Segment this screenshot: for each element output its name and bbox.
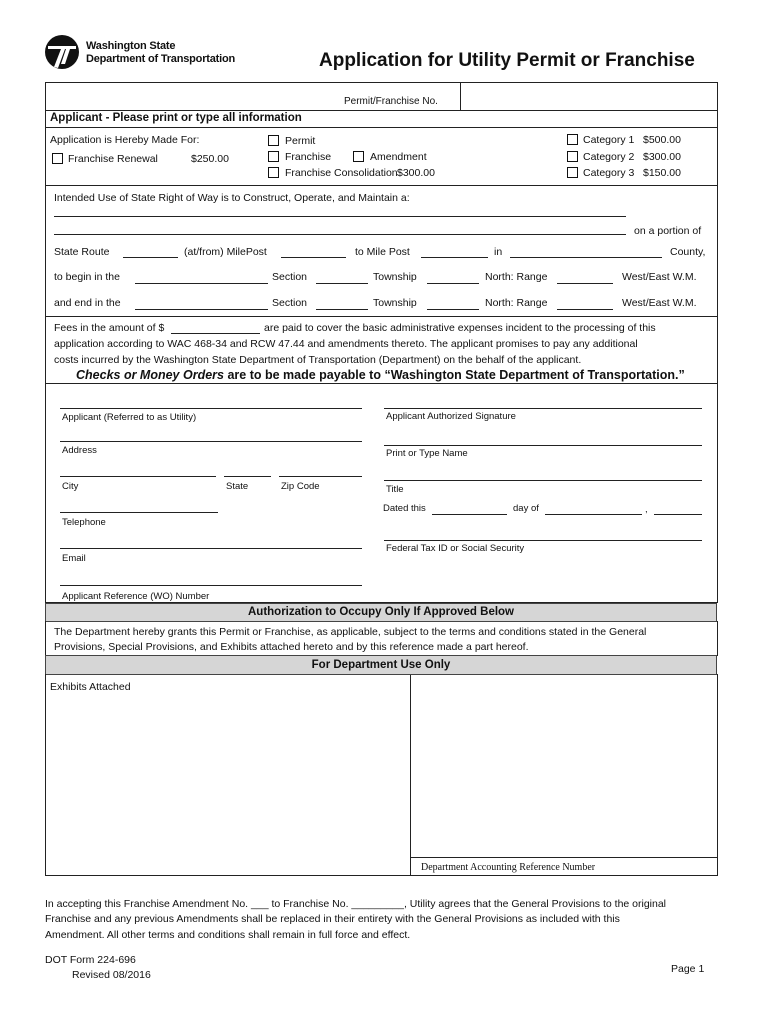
begin-section-label: Section bbox=[272, 271, 308, 283]
accounting-ref-label: Department Accounting Reference Number bbox=[421, 862, 596, 873]
city-label: City bbox=[62, 481, 79, 492]
wsdot-logo-icon bbox=[44, 34, 80, 70]
begin-west-east-label: West/East W.M. bbox=[622, 271, 697, 283]
begin-location-field[interactable] bbox=[135, 283, 268, 284]
print-name-field[interactable] bbox=[384, 445, 702, 446]
amendment-text-line1: In accepting this Franchise Amendment No. ___ to Franchise No. _________, Utility agrees that the General Provisions to the original bbox=[45, 898, 667, 910]
permit-checkbox[interactable] bbox=[268, 135, 279, 146]
logo-text-line1: Washington State bbox=[86, 40, 176, 52]
page-title: Application for Utility Permit or Franchise bbox=[319, 50, 695, 71]
in-label: in bbox=[494, 246, 503, 258]
dated-month-field[interactable] bbox=[545, 514, 642, 515]
reference-wo-label: Applicant Reference (WO) Number bbox=[62, 591, 210, 602]
made-for-label: Application is Hereby Made For: bbox=[50, 134, 200, 146]
amendment-label: Amendment bbox=[370, 151, 427, 163]
category1-fee: $500.00 bbox=[643, 134, 681, 146]
category1-label: Category 1 bbox=[583, 134, 635, 146]
permit-no-label: Permit/Franchise No. bbox=[344, 96, 438, 107]
department-use-heading: For Department Use Only bbox=[311, 659, 451, 671]
email-label: Email bbox=[62, 553, 86, 564]
tax-id-label: Federal Tax ID or Social Security bbox=[386, 543, 525, 554]
end-range-field[interactable] bbox=[557, 309, 613, 310]
state-field[interactable] bbox=[224, 476, 271, 477]
begin-township-label: Township bbox=[373, 271, 417, 283]
email-field[interactable] bbox=[60, 548, 362, 549]
tax-id-field[interactable] bbox=[384, 540, 702, 541]
at-from-milepost-label: (at/from) MilePost bbox=[184, 246, 267, 258]
revised-date: Revised 08/2016 bbox=[72, 969, 151, 981]
begin-north-range-label: North: Range bbox=[485, 271, 548, 283]
section-rule-3 bbox=[45, 383, 718, 384]
category3-fee: $150.00 bbox=[643, 167, 681, 179]
end-location-field[interactable] bbox=[135, 309, 268, 310]
category3-label: Category 3 bbox=[583, 167, 635, 179]
franchise-renewal-checkbox[interactable] bbox=[52, 153, 63, 164]
approval-area[interactable] bbox=[412, 676, 717, 856]
page-number: Page 1 bbox=[671, 963, 705, 975]
state-route-field[interactable] bbox=[123, 257, 178, 258]
permit-label: Permit bbox=[285, 135, 316, 147]
amendment-text-line2: Franchise and any previous Amendments shall be replaced in their entirety with the General Provisions as included with this bbox=[45, 913, 620, 925]
state-label: State bbox=[226, 481, 249, 492]
exhibits-attached-label: Exhibits Attached bbox=[50, 681, 131, 693]
end-township-label: Township bbox=[373, 297, 417, 309]
section-rule-1 bbox=[45, 185, 718, 186]
category2-checkbox[interactable] bbox=[567, 151, 578, 162]
franchise-consolidation-label: Franchise Consolidation bbox=[285, 167, 398, 179]
to-mile-post-label: to Mile Post bbox=[355, 246, 410, 258]
dated-this-label: Dated this bbox=[383, 503, 426, 514]
franchise-label: Franchise bbox=[285, 151, 332, 163]
begin-range-field[interactable] bbox=[557, 283, 613, 284]
to-milepost-field[interactable] bbox=[421, 257, 488, 258]
end-section-field[interactable] bbox=[316, 309, 368, 310]
end-west-east-label: West/East W.M. bbox=[622, 297, 697, 309]
auth-signature-label: Applicant Authorized Signature bbox=[386, 411, 516, 422]
accounting-ref-rule bbox=[410, 857, 718, 858]
category3-checkbox[interactable] bbox=[567, 167, 578, 178]
date-comma: , bbox=[645, 504, 648, 515]
checks-italic-text: Checks or Money Orders bbox=[76, 368, 224, 382]
amendment-checkbox[interactable] bbox=[353, 151, 364, 162]
begin-in-label: to begin in the bbox=[54, 271, 120, 283]
applicant-heading: Applicant - Please print or type all information bbox=[50, 112, 302, 124]
franchise-checkbox[interactable] bbox=[268, 151, 279, 162]
state-route-label: State Route bbox=[54, 246, 110, 258]
reference-wo-field[interactable] bbox=[60, 585, 362, 586]
intended-use-label: Intended Use of State Right of Way is to Construct, Operate, and Maintain a: bbox=[54, 192, 410, 204]
auth-signature-field[interactable] bbox=[384, 408, 702, 409]
end-section-label: Section bbox=[272, 297, 308, 309]
telephone-label: Telephone bbox=[62, 517, 106, 528]
fees-line2: application according to WAC 468-34 and RCW 47.44 and amendments thereto. The applicant promises to pay any additional bbox=[54, 338, 638, 350]
county-field[interactable] bbox=[510, 257, 662, 258]
address-field[interactable] bbox=[60, 441, 362, 442]
address-label: Address bbox=[62, 445, 97, 456]
zip-label: Zip Code bbox=[281, 481, 320, 492]
fee-amount-field[interactable] bbox=[171, 333, 260, 334]
form-number: DOT Form 224-696 bbox=[45, 954, 136, 966]
section-rule-2 bbox=[45, 316, 718, 317]
fees-line1-b: are paid to cover the basic administrative expenses incident to the processing of this bbox=[264, 322, 656, 334]
authorization-heading-bar bbox=[45, 603, 717, 622]
on-portion-label: on a portion of bbox=[634, 225, 702, 237]
checks-rest-text: are to be made payable to “Washington State Department of Transportation.” bbox=[227, 368, 685, 382]
dated-year-field[interactable] bbox=[654, 514, 702, 515]
telephone-field[interactable] bbox=[60, 512, 218, 513]
applicant-field[interactable] bbox=[60, 408, 362, 409]
applicant-label: Applicant (Referred to as Utility) bbox=[62, 412, 197, 423]
begin-township-field[interactable] bbox=[427, 283, 479, 284]
amendment-text-line3: Amendment. All other terms and conditions shall remain in full force and effect. bbox=[45, 929, 411, 941]
dated-day-field[interactable] bbox=[432, 514, 507, 515]
authorization-line1: The Department hereby grants this Permit or Franchise, as applicable, subject to the terms and conditions stated in the General bbox=[54, 626, 647, 638]
logo-text-line2: Department of Transportation bbox=[86, 53, 236, 65]
county-label: County, bbox=[670, 246, 706, 258]
from-milepost-field[interactable] bbox=[281, 257, 346, 258]
wsdot-logo bbox=[44, 34, 80, 70]
title-label: Title bbox=[386, 484, 404, 495]
category1-checkbox[interactable] bbox=[567, 134, 578, 145]
print-name-label: Print or Type Name bbox=[386, 448, 468, 459]
permit-no-field[interactable] bbox=[461, 83, 717, 109]
franchise-consolidation-fee: $300.00 bbox=[397, 167, 435, 179]
category2-label: Category 2 bbox=[583, 151, 635, 163]
fees-line3: costs incurred by the Washington State Department of Transportation (Department) on the behalf of the applicant. bbox=[54, 354, 582, 366]
department-use-heading-bar bbox=[45, 655, 717, 675]
franchise-consolidation-checkbox[interactable] bbox=[268, 167, 279, 178]
authorization-line2: Provisions, Special Provisions, and Exhibits attached hereto and by this reference made a part hereof. bbox=[54, 641, 529, 653]
franchise-renewal-label: Franchise Renewal bbox=[68, 153, 158, 165]
department-use-divider bbox=[410, 675, 411, 876]
franchise-renewal-fee: $250.00 bbox=[191, 153, 229, 165]
city-field[interactable] bbox=[60, 476, 216, 477]
end-north-range-label: North: Range bbox=[485, 297, 548, 309]
zip-field[interactable] bbox=[279, 476, 362, 477]
intended-use-field-1[interactable] bbox=[54, 216, 626, 217]
checks-payable-note bbox=[76, 368, 685, 382]
begin-section-field[interactable] bbox=[316, 283, 368, 284]
title-field[interactable] bbox=[384, 480, 702, 481]
category2-fee: $300.00 bbox=[643, 151, 681, 163]
intended-use-field-2[interactable] bbox=[54, 234, 626, 235]
end-township-field[interactable] bbox=[427, 309, 479, 310]
authorization-heading: Authorization to Occupy Only If Approved Below bbox=[248, 606, 514, 618]
end-in-label: and end in the bbox=[54, 297, 121, 309]
exhibits-attached-area[interactable] bbox=[46, 695, 409, 875]
applicant-heading-rule bbox=[45, 127, 718, 128]
day-of-label: day of bbox=[513, 503, 539, 514]
fees-line1-a: Fees in the amount of $ bbox=[54, 322, 165, 334]
